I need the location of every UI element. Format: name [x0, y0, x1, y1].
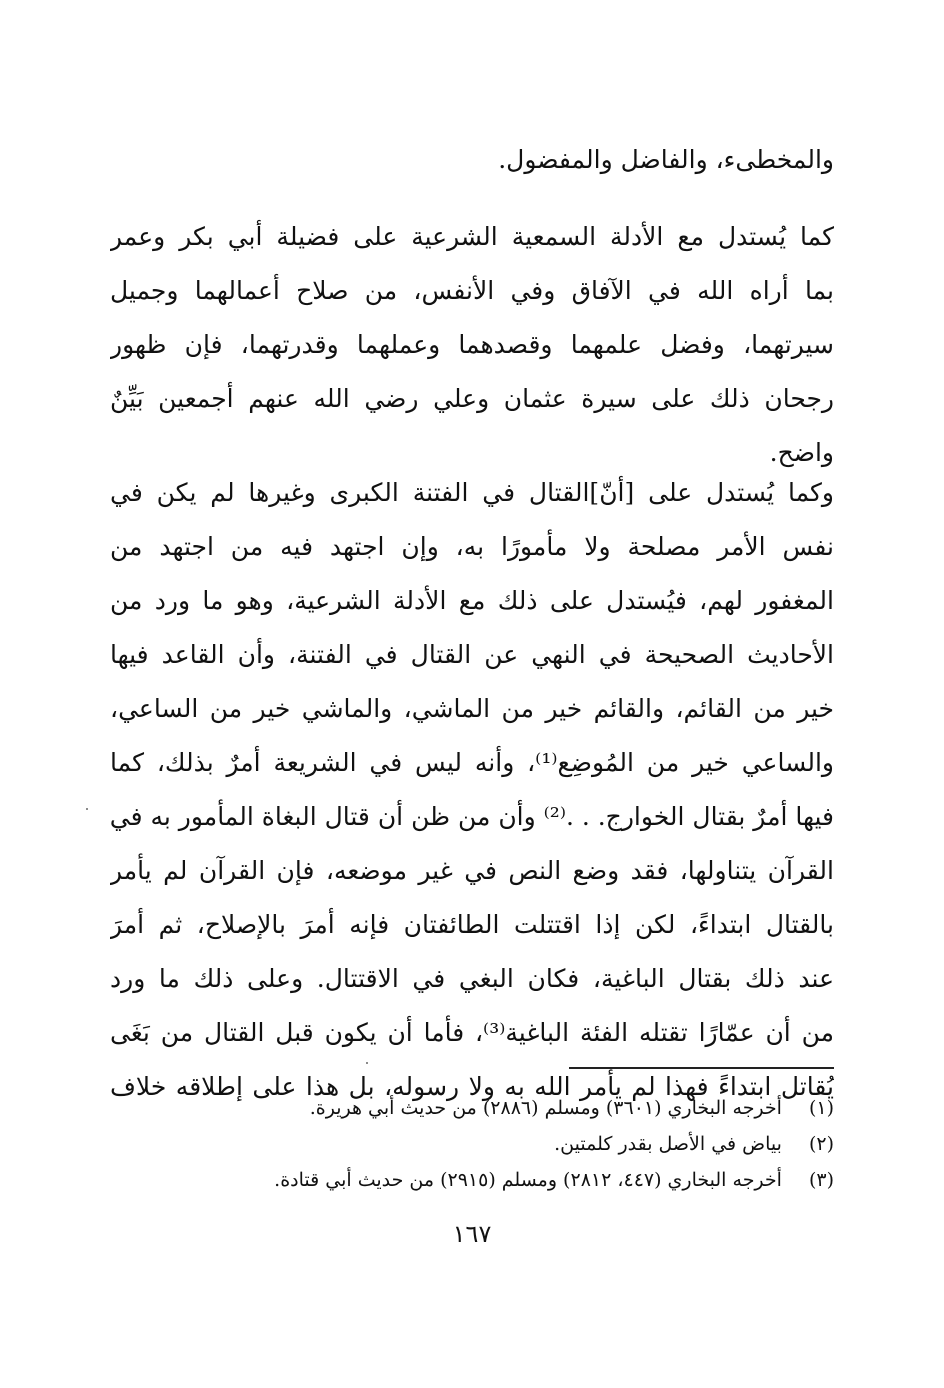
- opening-line: والمخطىء، والفاضل والمفضول.: [498, 145, 834, 174]
- paragraph-2-line: من أن عمّارًا تقتله الفئة الباغية⁽³⁾، فأما أن يكون قبل القتال من بَغَى: [110, 1018, 834, 1047]
- footnote-number: (٣): [808, 1169, 834, 1191]
- scan-speck: [86, 808, 88, 810]
- footnote-3: [140, 1162, 834, 1198]
- paragraph-2-line: القرآن يتناولها، فقد وضع النص في غير موضعه، فإن القرآن لم يأمر: [110, 856, 834, 885]
- paragraph-2-line: يُقاتل ابتداءً فهذا لم يأمر الله به ولا رسوله، بل هذا على إطلاقه خلاف: [110, 1072, 834, 1101]
- footnote-2: [140, 1126, 834, 1162]
- paragraph-2-line: والساعي خير من المُوضِع⁽¹⁾، وأنه ليس في الشريعة أمرٌ بذلك، كما: [110, 748, 834, 777]
- footnote-separator: [569, 1067, 834, 1069]
- footnote-number: (١): [808, 1097, 834, 1119]
- paragraph-2-line: نفس الأمر مصلحة ولا مأمورًا به، وإن اجتهد فيه من اجتهد من: [110, 532, 834, 561]
- paragraph-2-line: فيها أمرٌ بقتال الخوارج. . .⁽²⁾ وأن من ظن أن قتال البغاة المأمور به في: [110, 802, 834, 831]
- paragraph-2-line: وكما يُستدل على [أنّ]القتال في الفتنة الكبرى وغيرها لم يكن في: [110, 478, 834, 507]
- page-number: ١٦٧: [452, 1220, 492, 1248]
- footnote-text: أخرجه البخاري (٤٤٧، ٢٨١٢) ومسلم (٢٩١٥) من حديث أبي قتادة.: [274, 1169, 782, 1191]
- paragraph-2-line: خير من القائم، والقائم خير من الماشي، والماشي خير من الساعي،: [110, 694, 834, 723]
- footnote-text: أخرجه البخاري (٣٦٠١) ومسلم (٢٨٨٦) من حديث أبي هريرة.: [309, 1097, 782, 1119]
- paragraph-1-line: سيرتهما، وفضل علمهما وقصدهما وعملهما وقدرتهما، فإن ظهور: [110, 330, 834, 359]
- paragraph-2-line: الأحاديث الصحيحة في النهي عن القتال في الفتنة، وأن القاعد فيها: [110, 640, 834, 669]
- scan-speck: [366, 1062, 368, 1064]
- footnote-number: (٢): [808, 1133, 834, 1155]
- paragraph-2-line: المغفور لهم، فيُستدل على ذلك مع الأدلة الشرعية، وهو ما ورد من: [110, 586, 834, 615]
- paragraph-1-line: رجحان ذلك على سيرة عثمان وعلي رضي الله عنهم أجمعين بَيِّنٌ: [110, 384, 834, 413]
- paragraph-2: [110, 466, 834, 1114]
- paragraph-1: [110, 210, 834, 480]
- paragraph-2-line: عند ذلك بقتال الباغية، فكان البغي في الاقتتال. وعلى ذلك ما ورد: [110, 964, 834, 993]
- paragraph-1-line: كما يُستدل مع الأدلة السمعية الشرعية على فضيلة أبي بكر وعمر: [110, 222, 834, 251]
- footnote-text: بياض في الأصل بقدر كلمتين.: [554, 1133, 782, 1155]
- paragraph-1-line: بما أراه الله في الآفاق وفي الأنفس، من صلاح أعمالهما وجميل: [110, 276, 834, 305]
- opening-line-block: [110, 133, 834, 187]
- paragraph-2-line: بالقتال ابتداءً، لكن إذا اقتتلت الطائفتان فإنه أمرَ بالإصلاح، ثم أمرَ: [110, 910, 834, 939]
- footnote-1: [140, 1090, 834, 1126]
- paragraph-1-line: واضح.: [769, 438, 834, 467]
- footnotes: [140, 1090, 834, 1198]
